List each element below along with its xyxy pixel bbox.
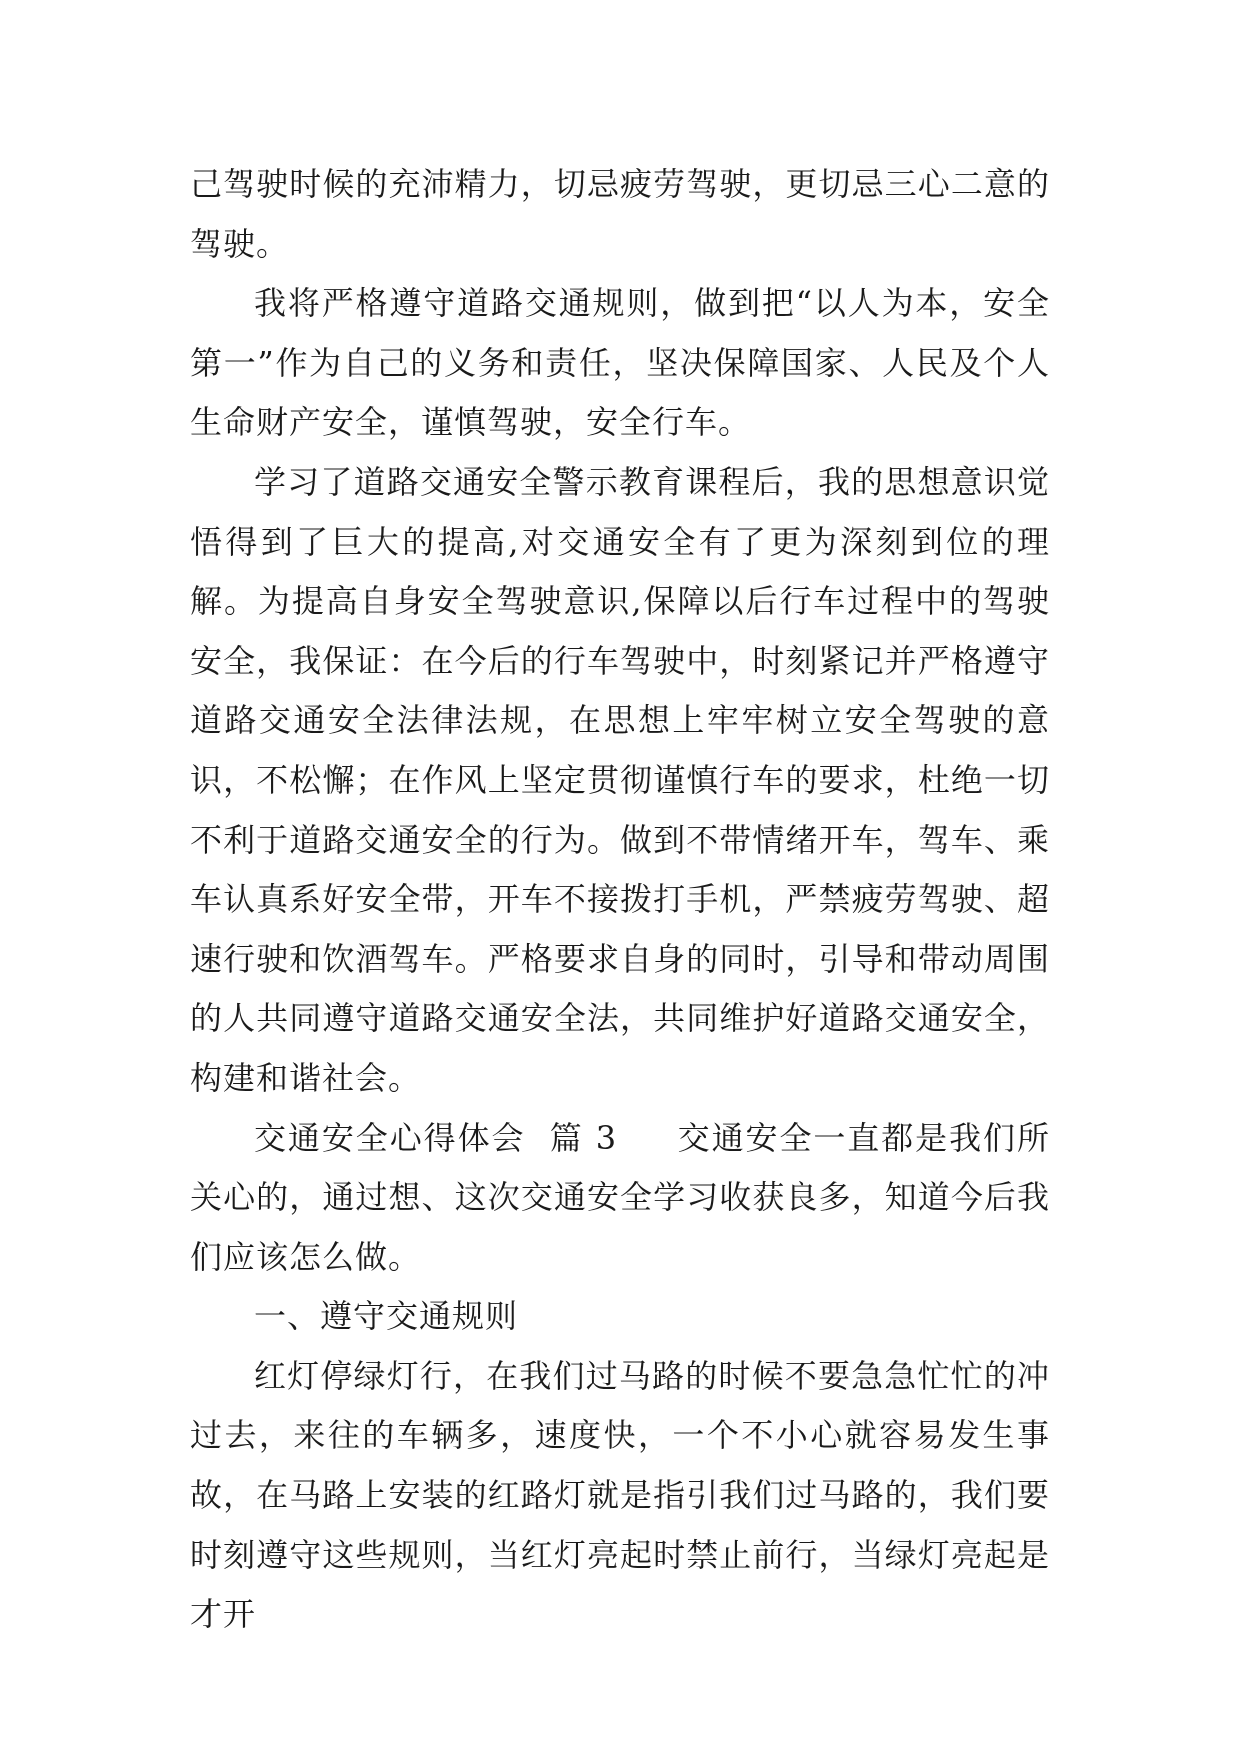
paragraph-pledge: 我将严格遵守道路交通规则，做到把“以人为本，安全第一”作为自己的义务和责任，坚决保障国家、人民及个人生命财产安全，谨慎驾驶，安全行车。 (190, 284, 1050, 442)
paragraph-essay-3-intro: 交通安全心得体会 篇 3 交通安全一直都是我们所关心的，通过想、这次交通安全学习收获良多，知道今后我们应该怎么做。 (190, 1118, 1050, 1276)
document-body (190, 155, 1050, 1645)
paragraph-study-reflection: 学习了道路交通安全警示教育课程后，我的思想意识觉悟得到了巨大的提高,对交通安全有了更为深刻到位的理解。为提高自身安全驾驶意识,保障以后行车过程中的驾驶安全，我保证：在今后的行车驾驶中，时刻紧记并严格遵守道路交通安全法律法规，在思想上牢牢树立安全驾驶的意识，不松懈；在作风上坚定贯彻谨慎行车的要求，杜绝一切不利于道路交通安全的行为。做到不带情绪开车，驾车、乘车认真系好安全带，开车不接拨打手机，严禁疲劳驾驶、超速行驶和饮酒驾车。严格要求自身的同时，引导和带动周围的人共同遵守道路交通安全法，共同维护好道路交通安全，构建和谐社会。 (190, 462, 1050, 1097)
paragraph-traffic-lights: 红灯停绿灯行，在我们过马路的时候不要急急忙忙的冲过去，来往的车辆多，速度快，一个不小心就容易发生事故，在马路上安装的红路灯就是指引我们过马路的，我们要时刻遵守这些规则，当红灯亮起时禁止前行，当绿灯亮起是才开 (190, 1356, 1050, 1634)
section-heading-obey-rules: 一、遵守交通规则 (254, 1297, 519, 1336)
paragraph-continuation: 己驾驶时候的充沛精力，切忌疲劳驾驶，更切忌三心二意的驾驶。 (190, 165, 1050, 263)
